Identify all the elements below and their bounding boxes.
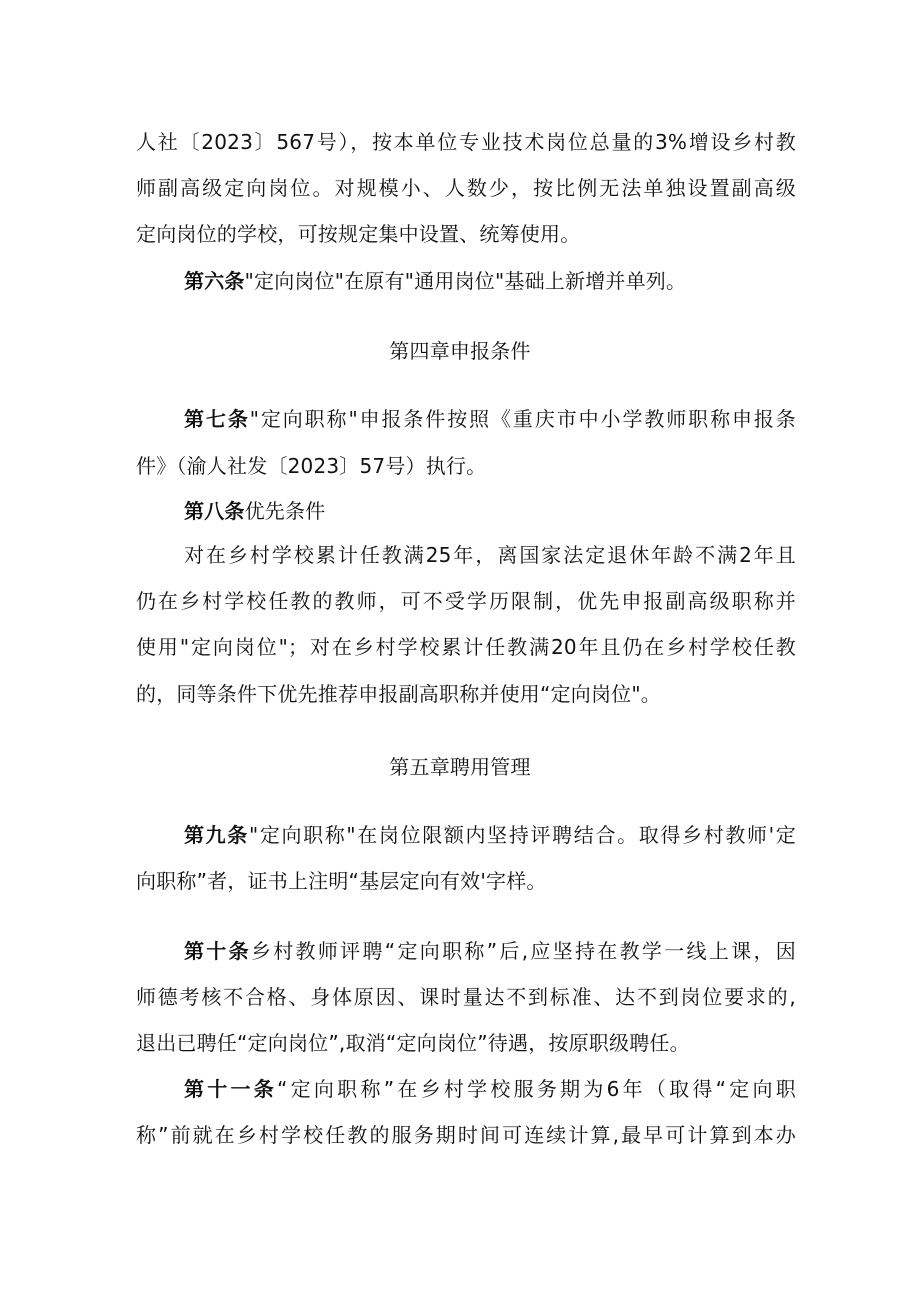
article-11-label: 第十一条 (184, 1077, 278, 1101)
article-10-label: 第十条 (184, 939, 251, 963)
article-8-text: 优先条件 (244, 499, 326, 523)
article-10-line-2: 师德考核不合格、身体原因、课时量达不到标准、达不到岗位要求的, (136, 985, 796, 1009)
article-10-line-3: 退出已聘任“定向岗位”,取消“定向岗位”待遇，按原职级聘任。 (136, 1031, 690, 1055)
paragraph-1-line-1: 人社〔2023〕567号），按本单位专业技术岗位总量的3%增设乡村教 (136, 130, 796, 154)
article-9-label: 第九条 (184, 823, 249, 847)
article-8-line-3: 使用"定向岗位"；对在乡村学校累计任教满20年且仍在乡村学校任教 (136, 635, 796, 659)
article-6-text: "定向岗位"在原有"通用岗位"基础上新增并单列。 (244, 269, 687, 293)
article-7-text: "定向职称"申报条件按照《重庆市中小学教师职称申报条 (249, 407, 796, 431)
article-8-label: 第八条 (184, 499, 245, 523)
chapter-5-heading: 第五章聘用管理 (389, 755, 531, 779)
paragraph-1-line-3: 定向岗位的学校，可按规定集中设置、统筹使用。 (136, 222, 581, 246)
article-8-heading (184, 497, 796, 525)
article-9-line-2: 向职称”者，证书上注明“基层定向有效'字样。 (136, 869, 547, 893)
article-8-line-2: 仍在乡村学校任教的教师，可不受学历限制，优先申报副高级职称并 (136, 589, 796, 613)
article-10-text: 乡村教师评聘“定向职称”后,应坚持在教学一线上课，因 (250, 939, 796, 963)
article-11-line-1 (184, 1075, 796, 1103)
article-11-line-2: 称”前就在乡村学校任教的服务期时间可连续计算,最早可计算到本办 (136, 1123, 796, 1147)
article-6 (184, 267, 796, 295)
article-8-line-4: 的，同等条件下优先推荐申报副高职称并使用“定向岗位"。 (136, 682, 661, 706)
chapter-4-heading: 第四章申报条件 (389, 339, 531, 363)
article-10-line-1 (184, 937, 796, 965)
article-9-text: "定向职称"在岗位限额内坚持评聘结合。取得乡村教师'定 (248, 823, 797, 847)
paragraph-1-line-2: 师副高级定向岗位。对规模小、人数少，按比例无法单独设置副高级 (136, 176, 796, 200)
article-7-line-1 (184, 405, 796, 433)
article-11-text: “定向职称”在乡村学校服务期为6年（取得“定向职 (277, 1077, 796, 1101)
article-7-line-2: 件》（渝人社发〔2023〕57号）执行。 (136, 454, 487, 478)
article-7-label: 第七条 (184, 407, 250, 431)
article-8-line-1: 对在乡村学校累计任教满25年，离国家法定退休年龄不满2年且 (184, 543, 796, 567)
article-6-label: 第六条 (184, 269, 245, 293)
article-9-line-1 (184, 821, 796, 849)
